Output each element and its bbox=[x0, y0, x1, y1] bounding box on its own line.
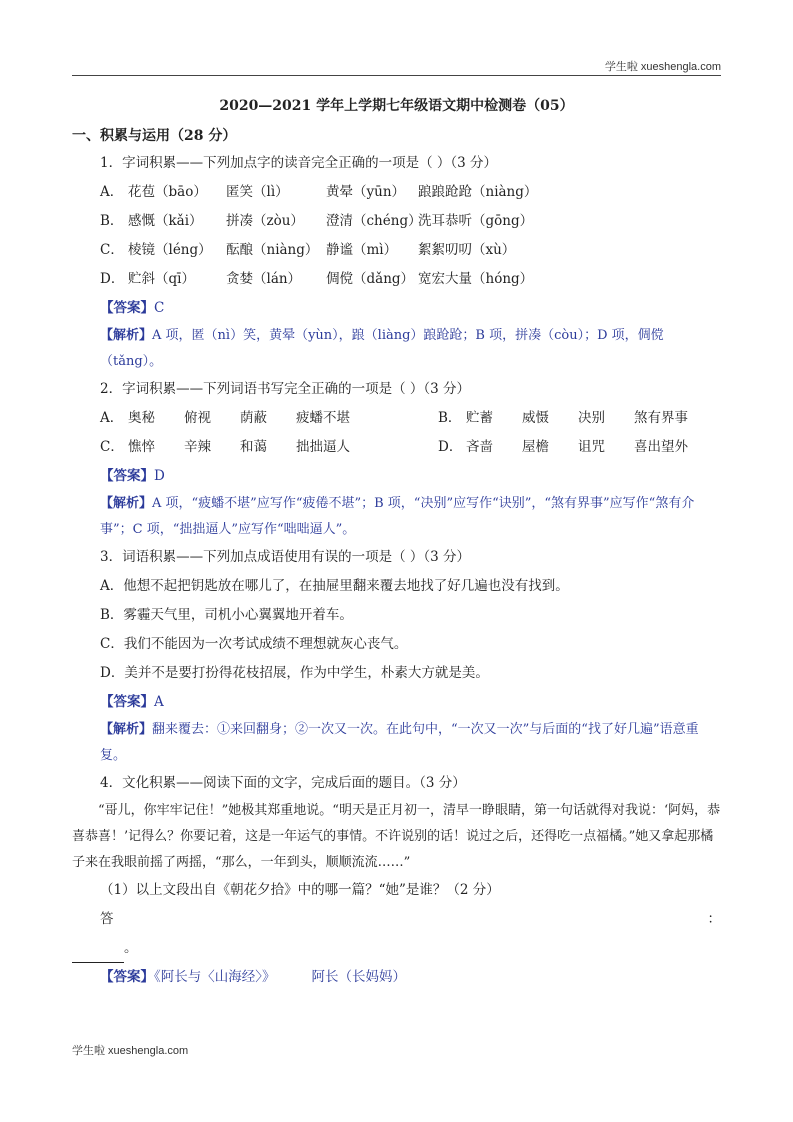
option-label: C． bbox=[100, 242, 124, 258]
option-item: 疲蟠不堪 bbox=[296, 410, 350, 426]
option-item: 感慨（kǎi） bbox=[128, 213, 203, 229]
option-item: 拼凑（zòu） bbox=[226, 213, 304, 229]
option-item: 喜出望外 bbox=[634, 439, 688, 455]
q2-analysis bbox=[72, 491, 721, 543]
option-label: B． bbox=[438, 410, 462, 426]
answer-colon: ： bbox=[707, 911, 721, 927]
option-item: 屋檐 bbox=[522, 439, 549, 455]
option-item: 黄晕（yūn） bbox=[326, 184, 406, 200]
section-heading: 一、积累与运用（28 分） bbox=[72, 128, 237, 144]
option-item: 宽宏大量（hóng） bbox=[418, 271, 534, 287]
option-item: 花苞（bāo） bbox=[128, 184, 207, 200]
option-item: 荫蔽 bbox=[240, 410, 267, 426]
q3-option-c: C．我们不能因为一次考试成绩不理想就灰心丧气。 bbox=[100, 636, 408, 652]
option-item: 静谧（mì） bbox=[326, 242, 398, 258]
option-label: A． bbox=[100, 410, 124, 426]
option-label: D． bbox=[438, 439, 463, 455]
answer-end: 。 bbox=[124, 940, 138, 956]
q1-option-c bbox=[72, 236, 721, 265]
header-site-name: 学生啦 xueshengla.com bbox=[604, 61, 721, 73]
option-item: 拙拙逼人 bbox=[296, 439, 350, 455]
q1-option-a bbox=[72, 178, 721, 207]
exam-title: 2020—2021 学年上学期七年级语文期中检测卷（05） bbox=[219, 98, 574, 114]
option-item: 澄清（chéng） bbox=[326, 213, 422, 229]
analysis-text: A 项，匿（nì）笑，黄晕（yùn），踉（liàng）踉跄跄；B 项，拼凑（còu）；D 项，倜傥（tǎng）。 bbox=[100, 328, 664, 369]
analysis-text: A 项，“疲蟠不堪”应写作“疲倦不堪”；B 项，“决别”应写作“诀别”，“煞有界事”应写作“煞有介事”；C 项，“拙拙逼人”应写作“咄咄逼人”。 bbox=[100, 496, 695, 537]
footer-site-name: 学生啦 xueshengla.com bbox=[72, 1045, 189, 1057]
option-item: 匿笑（lì） bbox=[226, 184, 289, 200]
option-item: 酝酿（niàng） bbox=[226, 242, 319, 258]
q3-analysis bbox=[72, 717, 721, 769]
header-rule bbox=[72, 75, 721, 76]
q4-answer-line bbox=[72, 905, 721, 934]
answer-value: C bbox=[154, 300, 165, 316]
answer-label: 答 bbox=[100, 911, 114, 927]
analysis-text: 翻来覆去：①来回翻身；②一次又一次。在此句中，“一次又一次”与后面的“找了好几遍”语意重复。 bbox=[100, 722, 699, 763]
option-label: C． bbox=[100, 439, 124, 455]
option-item: 憔悴 bbox=[128, 439, 155, 455]
q1-option-d bbox=[72, 265, 721, 294]
analysis-tag: 【解析】 bbox=[100, 722, 153, 737]
q2-answer bbox=[72, 462, 721, 491]
q3-option-b: B．雾霾天气里，司机小心翼翼地开着车。 bbox=[100, 607, 353, 623]
answer-value: 《阿长与〈山海经〉》 bbox=[154, 969, 276, 985]
option-label: A． bbox=[100, 184, 124, 200]
analysis-tag: 【解析】 bbox=[100, 496, 153, 511]
option-item: 决别 bbox=[578, 410, 605, 426]
option-item: 威慑 bbox=[522, 410, 549, 426]
option-item: 辛辣 bbox=[184, 439, 211, 455]
q3-option-a: A．他想不起把钥匙放在哪儿了，在抽屉里翻来覆去地找了好几遍也没有找到。 bbox=[100, 578, 569, 594]
option-item: 踉踉跄跄（niàng） bbox=[418, 184, 538, 200]
answer-tag: 【答案】 bbox=[100, 694, 154, 710]
answer-value: A bbox=[154, 694, 164, 710]
option-item: 煞有界事 bbox=[634, 410, 688, 426]
answer-tag: 【答案】 bbox=[100, 300, 154, 316]
option-item: 贮斜（qī） bbox=[128, 271, 195, 287]
question-4-stem: 4．文化积累——阅读下面的文字，完成后面的题目。（3 分） bbox=[100, 775, 466, 791]
analysis-tag: 【解析】 bbox=[100, 328, 153, 343]
q2-option-row-ab bbox=[72, 404, 721, 433]
q3-answer bbox=[72, 688, 721, 717]
q4-subquestion-1: （1）以上文段出自《朝花夕拾》中的哪一篇？“她”是谁？（2 分） bbox=[100, 882, 500, 898]
answer-tag: 【答案】 bbox=[100, 969, 154, 985]
q3-option-d: D．美并不是要打扮得花枝招展，作为中学生，朴素大方就是美。 bbox=[100, 665, 489, 681]
option-item: 棱镜（léng） bbox=[128, 242, 212, 258]
option-item: 絮絮叨叨（xù） bbox=[418, 242, 516, 258]
q4-answer-blank-line bbox=[72, 934, 721, 963]
q4-passage: “哥儿，你牢牢记住！”她极其郑重地说。“明天是正月初一，清早一睁眼睛，第一句话就得对我说：‘阿妈，恭喜恭喜！’记得么？你要记着，这是一年运气的事情。不许说别的话！说过之后，还得吃一点福橘。”她又拿起那橘子来在我眼前摇了两摇，“那么，一年到头，顺顺流流……” bbox=[72, 803, 721, 870]
q1-option-b bbox=[72, 207, 721, 236]
answer-value-2: 阿长（长妈妈） bbox=[311, 969, 406, 985]
q1-analysis bbox=[72, 323, 721, 375]
option-label: D． bbox=[100, 271, 125, 287]
q4-answer bbox=[72, 963, 721, 992]
q1-answer bbox=[72, 294, 721, 323]
document-body bbox=[72, 95, 721, 992]
option-item: 吝啬 bbox=[466, 439, 493, 455]
option-item: 贮蓄 bbox=[466, 410, 493, 426]
question-2-stem: 2．字词积累——下列词语书写完全正确的一项是（ ）（3 分） bbox=[100, 381, 471, 397]
option-item: 洗耳恭听（gōng） bbox=[418, 213, 534, 229]
option-item: 俯视 bbox=[184, 410, 211, 426]
question-1-stem: 1．字词积累——下列加点字的读音完全正确的一项是（ ）（3 分） bbox=[100, 155, 498, 171]
option-item: 贪婪（lán） bbox=[226, 271, 302, 287]
answer-value: D bbox=[154, 468, 165, 484]
option-item: 倜傥（dǎng） bbox=[326, 271, 415, 287]
answer-tag: 【答案】 bbox=[100, 468, 154, 484]
question-3-stem: 3．词语积累——下列加点成语使用有误的一项是（ ）（3 分） bbox=[100, 549, 471, 565]
q2-option-row-cd bbox=[72, 433, 721, 462]
option-item: 诅咒 bbox=[578, 439, 605, 455]
option-item: 和蔼 bbox=[240, 439, 267, 455]
option-label: B． bbox=[100, 213, 124, 229]
answer-blank[interactable] bbox=[72, 948, 124, 963]
option-item: 奥秘 bbox=[128, 410, 155, 426]
